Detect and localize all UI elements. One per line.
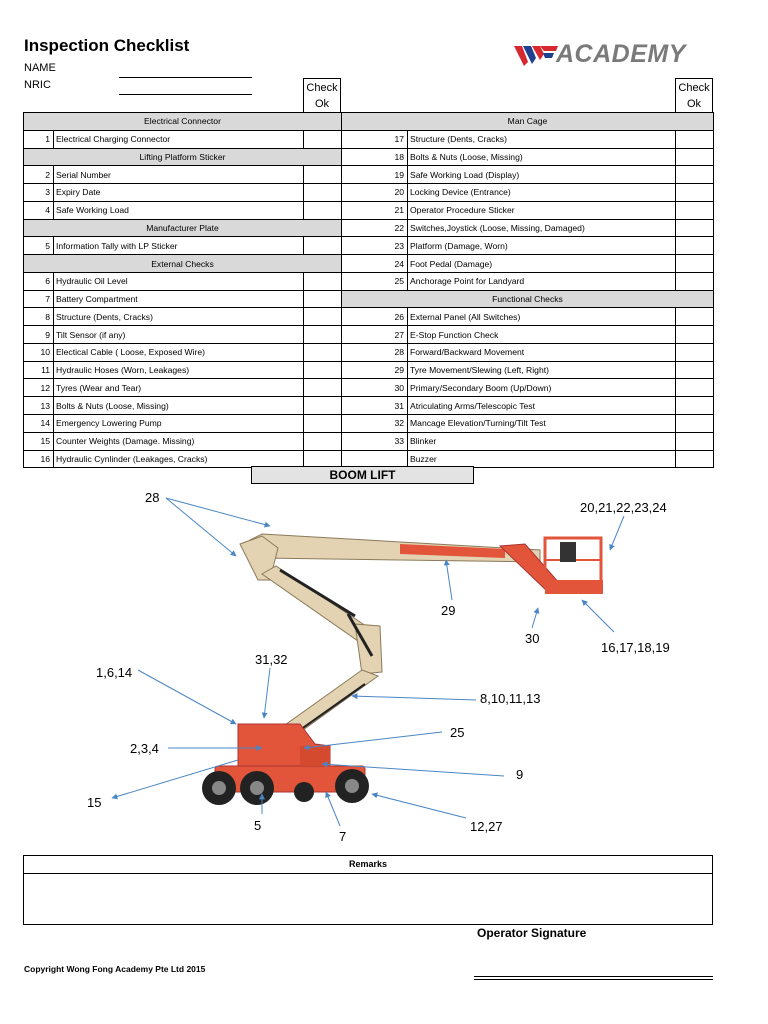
logo-text: ACADEMY [556,40,686,68]
item-number: 9 [24,326,54,344]
table-row [24,290,714,308]
check-ok-cell[interactable] [304,308,342,326]
item-label: Atriculating Arms/Telescopic Test [408,397,676,415]
name-label: NAME [24,62,56,74]
item-label: Foot Pedal (Damage) [408,255,676,273]
table-row [24,343,714,361]
item-number: 13 [24,397,54,415]
item-number: 5 [24,237,54,255]
check-ok-cell[interactable] [676,415,714,433]
wf-logo-icon [514,44,558,68]
item-label: Structure (Dents, Cracks) [54,308,304,326]
page-title: Inspection Checklist [24,36,190,55]
signature-line[interactable] [474,976,713,977]
check-ok-cell[interactable] [304,343,342,361]
table-row [24,184,714,202]
table-row [24,397,714,415]
check-ok-cell[interactable] [676,397,714,415]
check-ok-cell[interactable] [676,166,714,184]
check-ok-cell[interactable] [304,130,342,148]
item-label: Locking Device (Entrance) [408,184,676,202]
table-row [24,166,714,184]
item-number: 22 [342,219,408,237]
callout-7: 7 [339,829,347,844]
item-label: Hydraulic Hoses (Worn, Leakages) [54,361,304,379]
check-ok-cell[interactable] [676,432,714,450]
operator-signature-label: Operator Signature [477,926,587,940]
check-ok-cell[interactable] [676,184,714,202]
table-row [24,255,714,273]
item-label: Primary/Secondary Boom (Up/Down) [408,379,676,397]
table-row [24,415,714,433]
check-ok-cell[interactable] [676,148,714,166]
item-label: Switches,Joystick (Loose, Missing, Damaged) [408,219,676,237]
item-number: 18 [342,148,408,166]
check-ok-cell[interactable] [304,166,342,184]
callout-15: 15 [87,795,102,810]
item-label: Tyre Movement/Slewing (Left, Right) [408,361,676,379]
item-number: 4 [24,201,54,219]
check-ok-cell[interactable] [304,415,342,433]
item-number: 31 [342,397,408,415]
item-label: Battery Compartment [54,290,304,308]
item-label: Forward/Backward Movement [408,343,676,361]
remarks-box[interactable] [23,855,713,925]
item-number: 17 [342,130,408,148]
item-label: Platform (Damage, Worn) [408,237,676,255]
table-row [24,113,714,131]
table-row [24,361,714,379]
check-ok-cell[interactable] [304,184,342,202]
check-ok-cell[interactable] [676,326,714,344]
item-label: Electrical Charging Connector [54,130,304,148]
boom-lift-title: BOOM LIFT [251,466,474,484]
table-row [24,148,714,166]
remarks-label: Remarks [24,856,712,874]
item-label: Anchorage Point for Landyard [408,272,676,290]
callout-20-24: 20,21,22,23,24 [580,500,667,515]
item-number: 28 [342,343,408,361]
check-ok-line2: Ok [686,98,702,110]
check-ok-cell[interactable] [304,290,342,308]
item-label: Bolts & Nuts (Loose, Missing) [54,397,304,415]
check-ok-cell[interactable] [304,237,342,255]
check-ok-cell[interactable] [676,130,714,148]
table-row [24,201,714,219]
item-number: 6 [24,272,54,290]
item-number: 8 [24,308,54,326]
check-ok-cell[interactable] [304,201,342,219]
item-number: 15 [24,432,54,450]
callout-28: 28 [145,490,160,505]
item-number: 27 [342,326,408,344]
check-ok-cell[interactable] [676,201,714,219]
item-label: Hydraulic Cynlinder (Leakages, Cracks) [54,450,304,468]
callout-16-19: 16,17,18,19 [601,640,670,655]
check-ok-cell[interactable] [304,326,342,344]
item-label: Operator Procedure Sticker [408,201,676,219]
item-number: 19 [342,166,408,184]
nric-field[interactable] [119,94,252,95]
callout-5: 5 [254,818,262,833]
check-ok-cell[interactable] [304,432,342,450]
name-field[interactable] [119,77,252,78]
inspection-checklist-table [23,112,714,468]
item-label: Expiry Date [54,184,304,202]
check-ok-header-right [675,78,713,112]
nric-label: NRIC [24,79,51,91]
section-header: Functional Checks [342,290,714,308]
table-row [24,308,714,326]
item-number: 14 [24,415,54,433]
section-header: External Checks [24,255,342,273]
table-row [24,130,714,148]
check-ok-cell[interactable] [676,255,714,273]
table-row [24,432,714,450]
item-number: 33 [342,432,408,450]
item-label: Tilt Sensor (if any) [54,326,304,344]
item-label: Electical Cable ( Loose, Exposed Wire) [54,343,304,361]
table-row [24,237,714,255]
check-ok-cell[interactable] [676,379,714,397]
item-label: Serial Number [54,166,304,184]
boom-lift-illustration [202,534,603,805]
item-label: Blinker [408,432,676,450]
check-ok-line1: Check [306,82,338,94]
section-header: Electrical Connector [24,113,342,131]
check-ok-cell[interactable] [304,379,342,397]
signature-line-2 [474,979,713,980]
callout-25: 25 [450,725,465,740]
item-label: Tyres (Wear and Tear) [54,379,304,397]
check-ok-header-left [303,78,341,112]
check-ok-cell[interactable] [304,397,342,415]
section-header: Man Cage [342,113,714,131]
item-label: E-Stop Function Check [408,326,676,344]
item-number: 26 [342,308,408,326]
check-ok-cell[interactable] [304,361,342,379]
callout-8-10-11-13: 8,10,11,13 [480,691,541,706]
callout-31-32: 31,32 [255,652,288,667]
check-ok-cell[interactable] [676,450,714,468]
item-number: 10 [24,343,54,361]
item-number: 21 [342,201,408,219]
academy-logo [514,40,704,70]
item-label: Safe Working Load [54,201,304,219]
check-ok-cell[interactable] [676,219,714,237]
table-row [24,219,714,237]
check-ok-line2: Ok [314,98,330,110]
table-row [24,379,714,397]
item-number: 23 [342,237,408,255]
boom-lift-diagram [0,484,768,850]
item-label: Counter Weights (Damage. Missing) [54,432,304,450]
item-number: 3 [24,184,54,202]
check-ok-cell[interactable] [676,343,714,361]
item-number: 7 [24,290,54,308]
item-label: Hydraulic Oil Level [54,272,304,290]
item-number: 2 [24,166,54,184]
item-number: 25 [342,272,408,290]
table-row [24,326,714,344]
copyright-text: Copyright Wong Fong Academy Pte Ltd 2015 [24,964,206,974]
item-number: 1 [24,130,54,148]
item-label: Safe Working Load (Display) [408,166,676,184]
item-label: External Panel (All Switches) [408,308,676,326]
item-label: Emergency Lowering Pump [54,415,304,433]
check-ok-cell[interactable] [304,272,342,290]
check-ok-cell[interactable] [676,361,714,379]
item-number: 30 [342,379,408,397]
item-number: 12 [24,379,54,397]
table-row [24,272,714,290]
callout-12-27: 12,27 [470,819,503,834]
item-label: Bolts & Nuts (Loose, Missing) [408,148,676,166]
item-number: 32 [342,415,408,433]
item-number: 20 [342,184,408,202]
item-number: 11 [24,361,54,379]
item-number: 16 [24,450,54,468]
section-header: Manufacturer Plate [24,219,342,237]
callout-1-6-14: 1,6,14 [96,665,133,680]
callout-29: 29 [441,603,456,618]
item-label: Information Tally with LP Sticker [54,237,304,255]
item-label: Structure (Dents, Cracks) [408,130,676,148]
item-label: Buzzer [408,450,676,468]
callout-30: 30 [525,631,540,646]
callout-2-3-4: 2,3,4 [130,741,159,756]
item-number: 29 [342,361,408,379]
item-number: 24 [342,255,408,273]
check-ok-cell[interactable] [676,237,714,255]
check-ok-cell[interactable] [676,308,714,326]
item-label: Mancage Elevation/Turning/Tilt Test [408,415,676,433]
section-header: Lifting Platform Sticker [24,148,342,166]
check-ok-cell[interactable] [676,272,714,290]
callout-9: 9 [516,767,524,782]
check-ok-line1: Check [678,82,710,94]
